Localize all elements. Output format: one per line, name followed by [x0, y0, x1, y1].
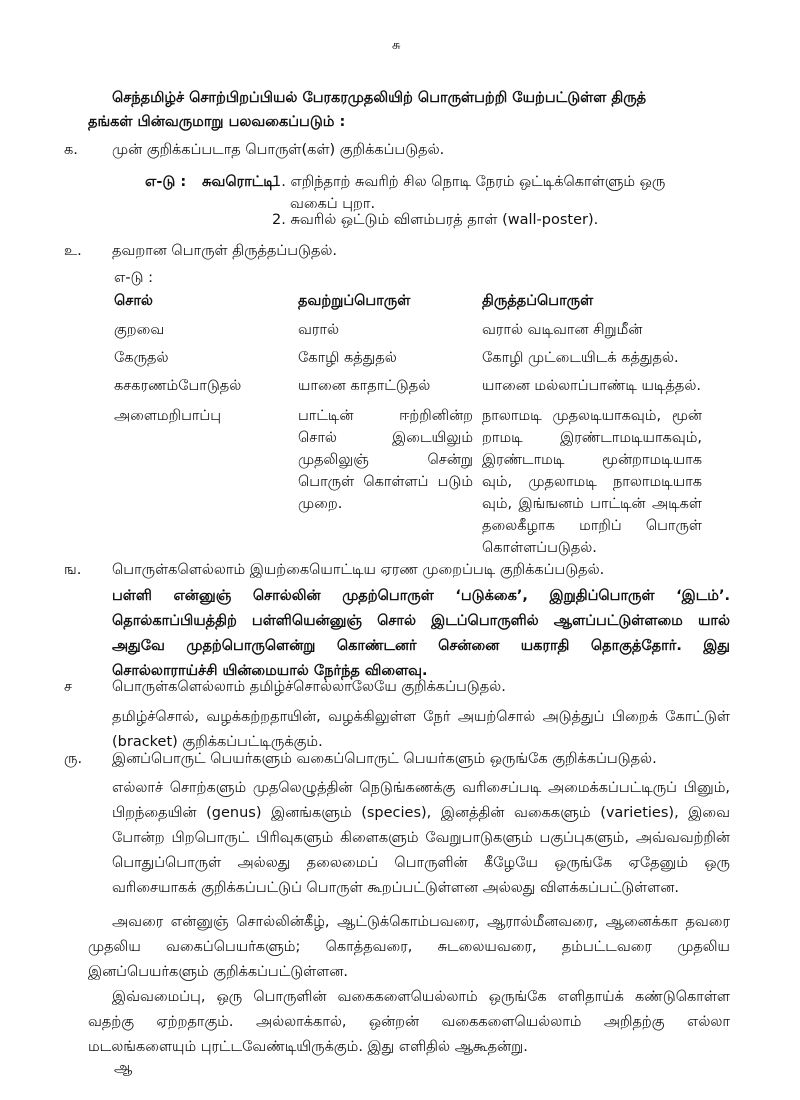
- table-header-wrong-meaning: தவற்றுப்பொருள்: [298, 293, 411, 309]
- item-1-meaning-2: 2. சுவரில் ஒட்டும் விளம்பரத் தாள் (wall-poster).: [272, 212, 599, 228]
- table-cell: பாட்டின் ஈற்றினின்ற சொல் இடையிலும் முதலிலுஞ் சென்று பொருள் கொள்ளப் படும் முறை.: [298, 408, 473, 512]
- item-1-example-label: எ-டு :: [145, 174, 187, 190]
- item-5-heading: இனப்பொருட் பெயர்களும் வகைப்பொருட் பெயர்களும் ஒருங்கே குறிக்கப்படுதல்.: [112, 751, 657, 767]
- table-cell: வரால் வடிவான சிறுமீன்: [482, 322, 643, 338]
- table-cell: அளைமறிபாப்பு: [114, 408, 222, 424]
- item-5-paragraph: எல்லாச் சொற்களும் முதலெழுத்தின் நெடுங்கணக்கு வரிசைப்படி அமைக்கப்பட்டிருப் பினும், பிறந்தையின் (genus) இனங்களும் (species), இனத்தின் வகைகளும் (varieties), இவை போன்ற பிறபொருட் பிரிவுகளும் கிளைகளும் வேறுபாடுகளும் பகுப்புகளும், அவ்வவற்றின் பொதுப்பொருள் அல்லது தலைமைப் பொருளின் கீழேயே ஒருங்கே ஏதேனும் ஒரு வரிசையாகக் குறிக்கப்பட்டுப் பொருள் கூறப்பட்டுள்ளன அல்லது விளக்கப்பட்டுள்ளன.: [112, 780, 730, 896]
- item-4-marker: ச: [64, 679, 73, 695]
- item-1-meaning-1: 1. எறிந்தாற் சுவரிற் சில நொடி நேரம் ஒட்டிக்கொள்ளும் ஒரு: [272, 174, 666, 190]
- table-header-correct-meaning: திருத்தப்பொருள்: [482, 293, 594, 309]
- table-cell: கேருதல்: [114, 350, 169, 366]
- item-4-heading: பொருள்களெல்லாம் தமிழ்ச்சொல்லாலேயே குறிக்கப்படுதல்.: [112, 679, 506, 695]
- paragraph-closing: இவ்வமைப்பு, ஒரு பொருளின் வகைகளையெல்லாம் ஒருங்கே எளிதாய்க் கண்டுகொள்ள வதற்கு ஏற்றதாகும். அல்லாக்கால், ஒன்றன் வகைகளையெல்லாம் அறிதற்கு எல்லா மடலங்களையும் புரட்டவேண்டியிருக்கும். இது எளிதில் ஆகூதன்று.: [88, 989, 730, 1055]
- item-2-marker: உ.: [64, 243, 82, 259]
- page-number: சு: [392, 38, 401, 53]
- item-3-marker: ங.: [64, 562, 82, 578]
- table-cell: கோழி கத்துதல்: [298, 350, 397, 366]
- table-cell: கோழி முட்டையிடக் கத்துதல்.: [482, 350, 679, 366]
- table-cell: யானை மல்லாப்பாண்டி யடித்தல்.: [482, 378, 701, 394]
- item-5-marker: ரு.: [64, 751, 83, 767]
- table-cell: நாலாமடி முதலடியாகவும், மூன் றாமடி இரண்டாமடியாகவும், இரண்டாமடி மூன்றாமடியாக வும், முதலாமடி நாலாமடியாக வும், இங்ஙனம் பாட்டின் அடிகள் தலைகீழாக மாறிப் பொருள் கொள்ளப்படுதல்.: [482, 408, 702, 556]
- item-1-marker: க.: [64, 142, 78, 158]
- item-1-meaning-1-cont: வகைப் புறா.: [290, 196, 376, 212]
- table-cell: கசகரணம்போடுதல்: [114, 378, 242, 394]
- paragraph-avarai: அவரை என்னுஞ் சொல்லின்கீழ், ஆட்டுக்கொம்பவரை, ஆரால்மீனவரை, ஆனைக்கா தவரை முதலிய வகைப்பெயர்களும்; கொத்தவரை, சுடலையவரை, தம்பட்டவரை முதலிய இனப்பெயர்களும் குறிக்கப்பட்டுள்ளன.: [88, 914, 730, 980]
- item-2-heading: தவறான பொருள் திருத்தப்படுதல்.: [112, 243, 338, 259]
- intro-line-2: தங்கள் பின்வருமாறு பலவகைப்படும் :: [88, 114, 346, 130]
- item-1-example-word: சுவரொட்டி: [202, 174, 275, 190]
- item-3-heading: பொருள்களெல்லாம் இயற்கையொட்டிய ஏரண முறைப்படி குறிக்கப்படுதல்.: [112, 562, 605, 578]
- item-1-heading: முன் குறிக்கப்படாத பொருள்(கள்) குறிக்கப்படுதல்.: [112, 142, 445, 158]
- item-3-paragraph: பள்ளி என்னுஞ் சொல்லின் முதற்பொருள் ‘படுக்கை’, இறுதிப்பொருள் ‘இடம்’. தொல்காப்பியத்திற் பள்ளியென்னுஞ் சொல் இடப்பொருளில் ஆளப்பட்டுள்ளமை யால் அதுவே முதற்பொருளென்று கொண்டனர் சென்னை யகராதி தொகுத்தோர். இது சொல்லாராய்ச்சி யின்மையால் நேர்ந்த விளைவு.: [112, 588, 730, 679]
- table-cell: வரால்: [298, 322, 339, 338]
- footer-catchword: ஆ: [114, 1060, 133, 1076]
- intro-line-1: செந்தமிழ்ச் சொற்பிறப்பியல் பேரகரமுதலியிற் பொருள்பற்றி யேற்பட்டுள்ள திருத்: [112, 90, 647, 106]
- item-4-paragraph: தமிழ்ச்சொல், வழக்கற்றதாயின், வழக்கிலுள்ள நேர் அயற்சொல் அடுத்துப் பிறைக் கோட்டுள் (bracket) குறிக்கப்பட்டிருக்கும்.: [112, 709, 730, 750]
- table-cell: யானை காதாட்டுதல்: [298, 378, 431, 394]
- item-2-example-label: எ-டு :: [114, 270, 153, 286]
- table-cell: குறவை: [114, 322, 165, 338]
- table-header-word: சொல்: [114, 293, 153, 309]
